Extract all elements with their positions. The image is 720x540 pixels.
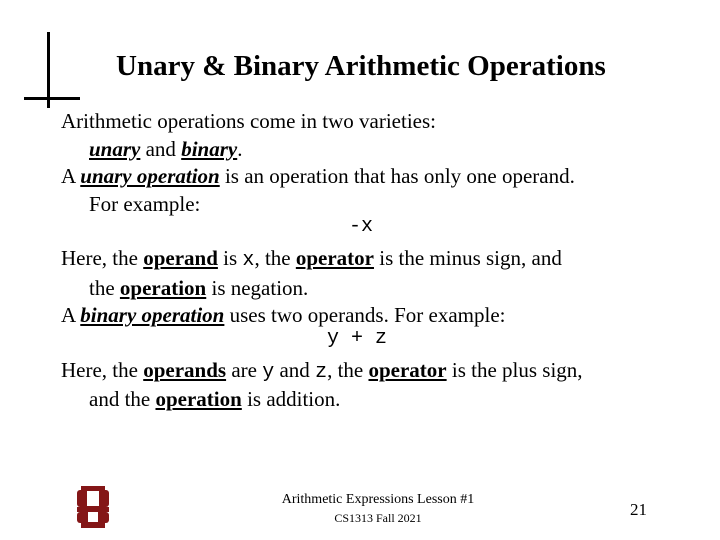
period: . — [237, 136, 243, 161]
term-unary-operation: unary operation — [80, 164, 220, 188]
article-a: A — [61, 164, 76, 188]
footer-course: CS1313 Fall 2021 — [334, 511, 422, 525]
code-unary-example: -x — [349, 215, 374, 238]
slide-title: Unary & Binary Arithmetic Operations — [116, 50, 606, 82]
word-the: the — [89, 275, 115, 300]
negation-line — [61, 276, 308, 300]
code-y: y — [262, 360, 275, 384]
term-operand: operand — [143, 246, 218, 270]
minus-sign-text: is the minus sign, and — [379, 246, 562, 270]
term-binary-operation: binary operation — [80, 303, 225, 327]
paragraph-binary-explanation — [61, 357, 681, 414]
term-operator: operator — [295, 246, 374, 270]
slide-body — [61, 108, 681, 414]
paragraph-varieties — [61, 108, 681, 163]
code-binary-example: y + z — [327, 326, 388, 350]
footer-lesson: Arithmetic Expressions Lesson #1 — [281, 492, 475, 507]
comma-the: , the — [327, 357, 364, 382]
code-z: z — [315, 360, 328, 384]
word-and: and — [279, 357, 310, 382]
here-the-text: Here, the — [61, 357, 138, 382]
article-a: A — [61, 303, 76, 327]
term-operation: operation — [119, 275, 207, 300]
term-binary: binary — [181, 136, 238, 161]
paragraph-unary-explanation — [61, 245, 681, 302]
term-unary: unary — [89, 136, 141, 161]
varieties-text: Arithmetic operations come in two varieties: — [61, 109, 436, 133]
code-x: x — [242, 249, 255, 272]
binary-definition-text: uses two operands. For example: — [229, 303, 506, 327]
term-operation: operation — [155, 387, 242, 411]
page-number: 21 — [630, 500, 647, 519]
term-operands: operands — [143, 357, 227, 382]
addition-line — [61, 387, 340, 411]
for-example-text: For example: — [89, 191, 201, 216]
plus-sign-text: is the plus sign, — [451, 357, 583, 382]
paragraph-unary-definition — [61, 163, 681, 218]
word-is: is — [223, 246, 238, 270]
varieties-line2 — [61, 137, 242, 161]
paragraph-binary-definition — [61, 302, 681, 330]
here-the-text: Here, the — [61, 246, 138, 270]
word-are: are — [231, 357, 257, 382]
word-and: and — [145, 136, 176, 161]
and-the-text: and the — [89, 387, 151, 411]
title-horizontal-rule — [24, 97, 80, 100]
term-operator: operator — [368, 357, 447, 382]
ou-logo-icon — [76, 486, 110, 533]
negation-text: is negation. — [211, 275, 309, 300]
comma-the: , the — [254, 246, 291, 270]
unary-definition-text: is an operation that has only one operand. — [224, 164, 575, 188]
footer — [268, 491, 488, 527]
addition-text: is addition. — [247, 387, 341, 411]
